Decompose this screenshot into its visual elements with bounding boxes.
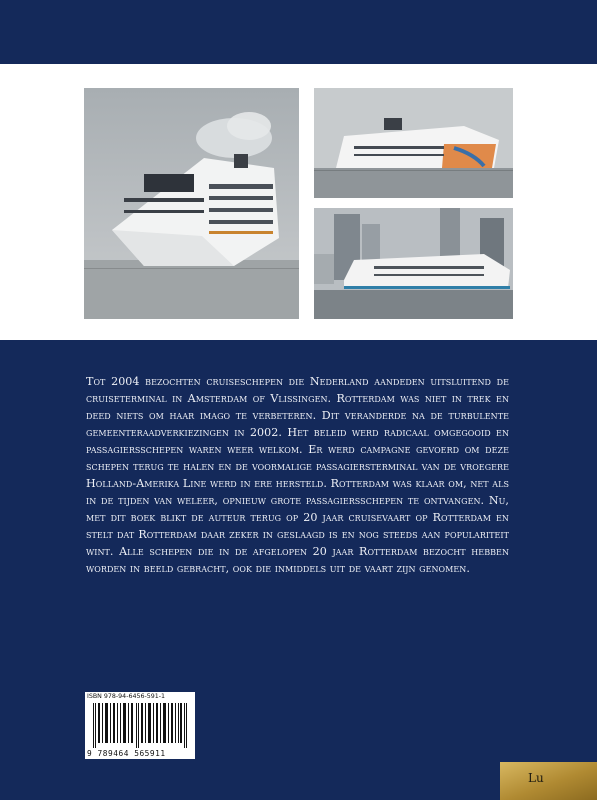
back-cover-blurb: Tot 2004 bezochten cruiseschepen die Nederland aandeden uitsluitend de cruiseterminal in Amsterdam of Vlissingen. Rotterdam was niet in trek en deed niets om haar imago te verbeteren. Dit veranderde na de turbulente gemeenteraadverkiezingen in 2002. Het beleid werd radicaal omgegooid en passagiersschepen waren weer welkom. Er werd campagne gevoerd om deze schepen terug te halen en de voormalige passagiersterminal van de vroegere Holland-Amerika Line werd in ere hersteld. Rotterdam was klaar om, net als in de tijden van weleer, opnieuw grote passagiersschepen te ontvangen. Nu, met dit boek blikt de auteur terug op 20 jaar cruisevaart op Rotterdam en stelt dat Rotterdam daar zeker in geslaagd is en nog steeds aan populariteit wint. Alle schepen die in de afgelopen 20 jaar Rotterdam bezocht hebben worden in beeld gebracht, ook die inmiddels uit de vaart zijn genomen. [86, 375, 509, 575]
isbn-label: ISBN 978-94-6456-591-1 [87, 693, 166, 700]
isbn-barcode [85, 692, 195, 759]
barcode-bars [89, 703, 191, 748]
rotterdam-skyline-illustration [314, 208, 513, 319]
barcode-digits: 9 789464 565911 [87, 749, 166, 758]
photo-msc-ship-front [84, 88, 299, 319]
msc-ship-front-illustration [84, 88, 299, 319]
publisher-logo-text: Lu [528, 771, 544, 785]
norwegian-ship-illustration [314, 88, 513, 198]
publisher-logo [500, 762, 597, 800]
photo-rotterdam-skyline [314, 208, 513, 319]
photo-norwegian-ship [314, 88, 513, 198]
top-navy-band [0, 0, 597, 64]
